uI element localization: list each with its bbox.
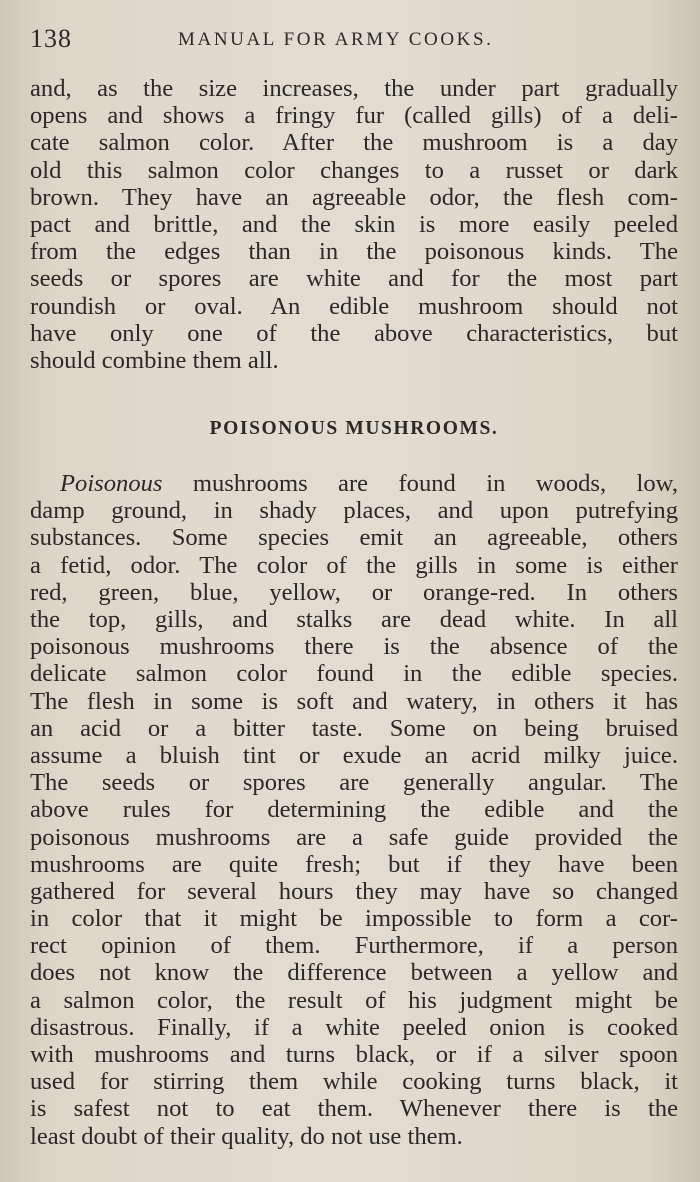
italic-lead-word: Poisonous [60, 470, 163, 498]
page-header [30, 24, 670, 60]
text-line: assume a bluish tint or exude an acrid milky juice. [30, 741, 678, 769]
text-line: and, as the size increases, the under part gradually [30, 75, 678, 102]
text-line: the top, gills, and stalks are dead white. In all [30, 606, 678, 633]
text-line: substances. Some species emit an agreeable, others [30, 524, 678, 552]
text-line: with mushrooms and turns black, or if a silver spoon [30, 1041, 678, 1068]
paragraph-edible-continued [30, 75, 678, 374]
text-line: rect opinion of them. Furthermore, if a person [30, 932, 678, 960]
text-line: delicate salmon color found in the edible species. [30, 660, 678, 688]
text-line: brown. They have an agreeable odor, the flesh com- [30, 183, 678, 211]
text-line: cate salmon color. After the mushroom is a day [30, 129, 678, 157]
text-line: pact and brittle, and the skin is more easily peeled [30, 210, 678, 238]
body-text [30, 75, 678, 1150]
text-line: opens and shows a fringy fur (called gills) of a deli- [30, 102, 678, 130]
text-line: a fetid, odor. The color of the gills in some is either [30, 551, 678, 579]
text-line-first [30, 470, 678, 497]
text-line: is safest not to eat them. Whenever there is the [30, 1095, 678, 1123]
text-line: a salmon color, the result of his judgment might be [30, 986, 678, 1014]
text-line: red, green, blue, yellow, or orange-red. In others [30, 578, 678, 606]
text-line: should combine them all. [30, 346, 279, 374]
text-line: in color that it might be impossible to form a cor- [30, 905, 678, 933]
text-line: gathered for several hours they may have so changed [30, 877, 678, 905]
text-line: The flesh in some is soft and watery, in others it has [30, 687, 678, 715]
text-line: used for stirring them while cooking turns black, it [30, 1068, 678, 1096]
text-line: does not know the difference between a yellow and [30, 959, 678, 987]
text-line: roundish or oval. An edible mushroom should not [30, 292, 678, 320]
text-line: seeds or spores are white and for the most part [30, 265, 678, 293]
text-line: from the edges than in the poisonous kinds. The [30, 238, 678, 266]
text-line-rest: mushrooms are found in woods, low, [162, 470, 678, 498]
page-number: 138 [30, 24, 72, 53]
text-line: an acid or a bitter taste. Some on being bruised [30, 714, 678, 742]
text-line: disastrous. Finally, if a white peeled onion is cooked [30, 1013, 678, 1041]
text-line: above rules for determining the edible and the [30, 796, 678, 824]
paragraph-poisonous [30, 470, 678, 1150]
text-line: least doubt of their quality, do not use them. [30, 1122, 463, 1150]
text-line: have only one of the above characteristics, but [30, 319, 678, 347]
text-line: damp ground, in shady places, and upon putrefying [30, 497, 678, 525]
section-heading: POISONOUS MUSHROOMS. [209, 418, 499, 440]
text-line: mushrooms are quite fresh; but if they have been [30, 850, 678, 878]
running-head: MANUAL FOR ARMY COOKS. [178, 29, 494, 50]
text-line: poisonous mushrooms are a safe guide provided the [30, 823, 678, 851]
text-line: poisonous mushrooms there is the absence of the [30, 633, 678, 661]
text-line: The seeds or spores are generally angular. The [30, 769, 678, 797]
text-line: old this salmon color changes to a russet or dark [30, 156, 678, 184]
